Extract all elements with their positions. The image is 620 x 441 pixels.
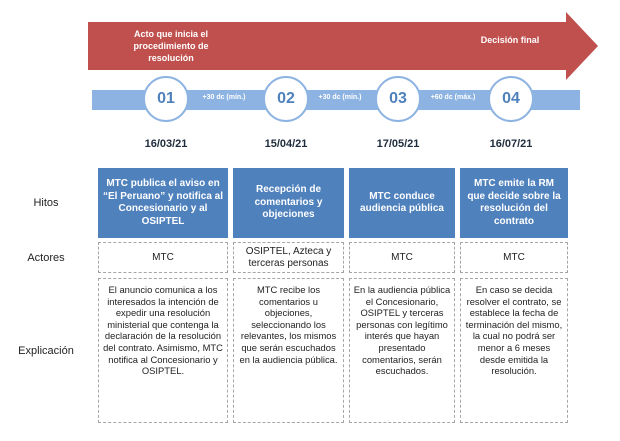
hito-box-1: MTC publica el aviso en “El Peruano” y notifica al Concesionario y al OSIPTEL <box>98 168 228 238</box>
actor-box-3: MTC <box>349 242 455 273</box>
hito-box-2: Recepción de comentarios y objeciones <box>233 168 344 238</box>
step-number-3: 03 <box>375 76 421 122</box>
step-number-1: 01 <box>143 76 189 122</box>
explanation-box-4: En caso se decida resolver el contrato, se establece la fecha de terminación del mismo, la cual no podrá ser menor a 6 meses desde emitida la resolución. <box>460 278 568 423</box>
arrow-end-label: Decisión final <box>480 35 540 45</box>
arrow-start-label: Acto que inicia el procedimiento de resolución <box>133 29 209 63</box>
actor-box-4: MTC <box>460 242 568 273</box>
step-number-2: 02 <box>263 76 309 122</box>
row-label-hitos: Hitos <box>33 197 59 209</box>
step-date-2: 15/04/21 <box>264 138 308 150</box>
actor-box-1: MTC <box>98 242 228 273</box>
step-number-4: 04 <box>488 76 534 122</box>
explanation-box-3: En la audiencia pública el Concesionario, OSIPTEL y terceras personas con legítimo interés que hayan presentado comentarios, serán escuchados. <box>349 278 455 423</box>
step-date-3: 17/05/21 <box>376 138 420 150</box>
hito-box-4: MTC emite la RM que decide sobre la resolución del contrato <box>460 168 568 238</box>
explanation-box-2: MTC recibe los comentarios u objeciones, seleccionando los relevantes, los mismos que serán escuchados en la audiencia pública. <box>233 278 344 423</box>
step-date-1: 16/03/21 <box>144 138 188 150</box>
row-label-actores: Actores <box>27 252 65 264</box>
interval-3: +60 dc (máx.) <box>430 94 476 101</box>
hito-box-3: MTC conduce audiencia pública <box>349 168 455 238</box>
explanation-box-1: El anuncio comunica a los interesados la intención de expedir una resolución ministerial que contenga la declaración de la resolución del contrato. Asimismo, MTC notifica al Concesionario y OSIPTEL. <box>98 278 228 423</box>
row-label-explicacion: Explicación <box>18 345 74 357</box>
interval-2: +30 dc (mín.) <box>318 94 362 101</box>
actor-box-2: OSIPTEL, Azteca y terceras personas <box>233 242 344 273</box>
step-date-4: 16/07/21 <box>489 138 533 150</box>
interval-1: +30 dc (mín.) <box>202 94 246 101</box>
